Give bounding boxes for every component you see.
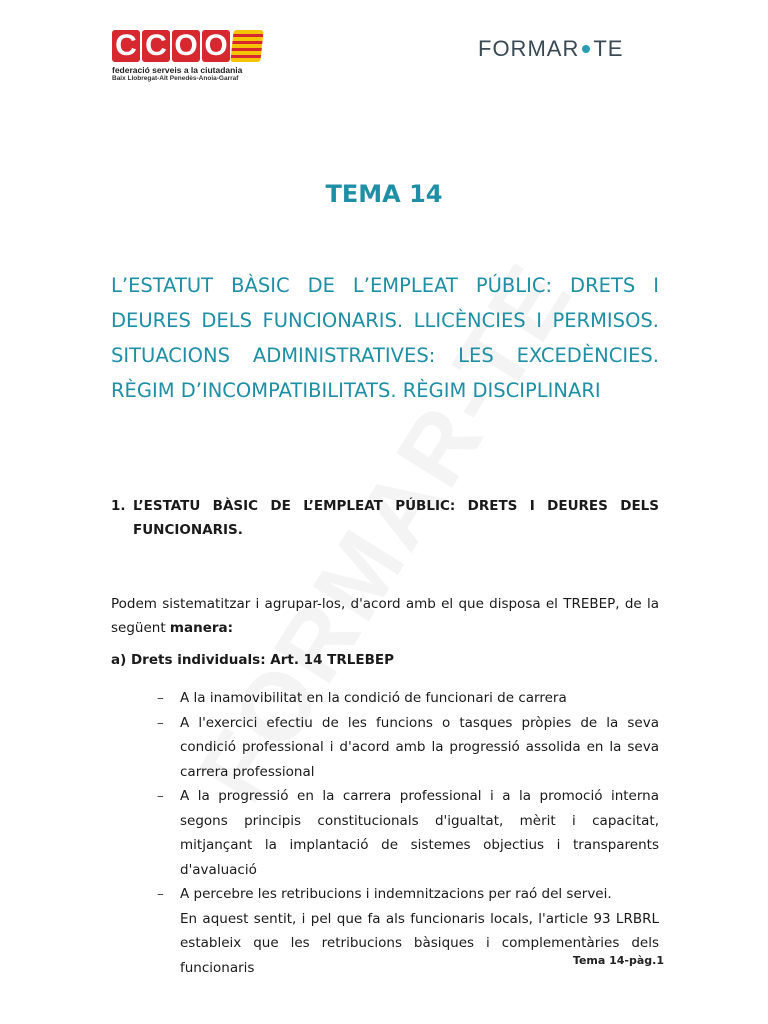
section-title: L’ESTATU BÀSIC DE L’EMPLEAT PÚBLIC: DRETS I DEURES DELS FUNCIONARIS. [133, 498, 659, 538]
list-item-continuation: En aquest sentit, i pel que fa als funcionaris locals, l'article 93 LRBRL estableix que les retribucions bàsiques i complementàries dels funcionaris [180, 910, 659, 976]
intro-paragraph [111, 592, 659, 640]
formarte-logo [478, 36, 623, 62]
list-item-text: A l'exercici efectiu de les funcions o tasques pròpies de la seva condició professional i d'acord amb la progressió assolida en la seva carrera professional [180, 714, 659, 780]
intro-bold: manera: [169, 620, 234, 636]
formarte-logo-right: TE [593, 36, 624, 61]
list-item-text: A la progressió en la carrera professional i a la promoció interna segons principis constitucionals d'igualtat, mèrit i capacitat, mitjançant la implantació de sistemes objectius i transparents d'avaluació [180, 788, 659, 878]
page-footer: Tema 14-pàg.1 [572, 954, 664, 967]
list-item-text: A la inamovibilitat en la condició de funcionari de carrera [180, 690, 567, 706]
ccoo-letter: O [172, 30, 200, 62]
topic-subtitle: L’ESTATUT BÀSIC DE L’EMPLEAT PÚBLIC: DRETS I DEURES DELS FUNCIONARIS. LLICÈNCIES I PERMISOS. SITUACIONS ADMINISTRATIVES: LES EXCEDÈNCIES. RÈGIM D’INCOMPATIBILITATS. RÈGIM DISCIPLINARI [111, 274, 659, 402]
dash-bullet: – [157, 886, 164, 902]
section-number: 1. [111, 498, 126, 514]
ccoo-letter: O [202, 30, 230, 62]
page-title: TEMA 14 [325, 180, 443, 208]
subheading-individual-rights: a) Drets individuals: Art. 14 TRLEBEP [111, 652, 394, 668]
senyera-flag-icon [230, 30, 263, 62]
list-item [157, 784, 659, 882]
list-item-text: A percebre les retribucions i indemnitzacions per raó del servei. [180, 886, 612, 902]
formarte-logo-left: FORMAR [478, 36, 580, 61]
list-item [157, 686, 659, 711]
ccoo-wordmark [112, 30, 232, 64]
ccoo-letter: C [112, 30, 140, 62]
dash-bullet: – [157, 788, 164, 804]
intro-text: Podem sistematitzar i agrupar-los, d'acord amb el que disposa el TREBEP, de la següent [111, 596, 659, 636]
rights-list [157, 686, 659, 980]
ccoo-region-line: Baix Llobregat-Alt Penedès-Anoia-Garraf [112, 75, 239, 82]
dash-bullet: – [157, 690, 164, 706]
ccoo-logo [112, 30, 272, 86]
section-heading [111, 494, 659, 542]
list-item [157, 711, 659, 785]
ccoo-letter: C [142, 30, 170, 62]
ccoo-federation-line: federació serveis a la ciutadania [112, 65, 243, 75]
dash-bullet: – [157, 714, 164, 731]
formarte-dot-icon [582, 45, 590, 53]
